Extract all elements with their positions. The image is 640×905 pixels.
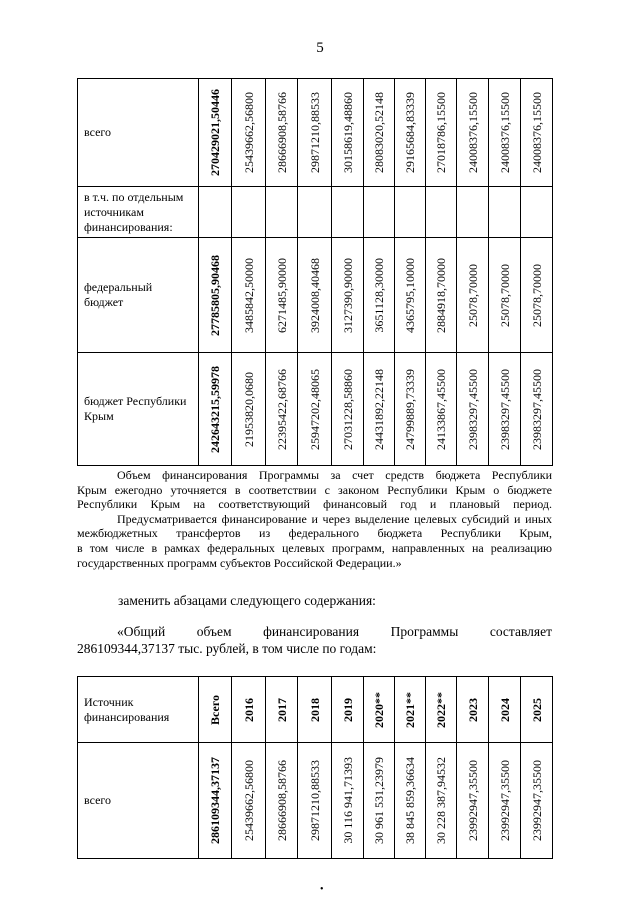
value-cell [395,79,426,187]
cell-value: 29871210,88533 [307,760,322,841]
value-cell [199,353,232,466]
value-cell [364,743,395,859]
value-cell [364,79,395,187]
value-cell [332,238,364,353]
header-cell [521,677,553,743]
value-cell [298,743,332,859]
header-cell [332,677,364,743]
value-cell [457,743,489,859]
value-cell [395,238,426,353]
paragraph-line: государственных программ субъектов Российской Федерации.» [77,555,402,570]
header-value: 2025 [529,697,544,722]
cell-value: 25078,70000 [497,263,512,327]
value-cell [521,187,553,238]
value-cell [426,743,457,859]
header-cell [395,677,426,743]
cell-value: 38 845 859,36634 [403,757,417,844]
row-label: всего [78,743,199,859]
cell-value: 23983297,45500 [529,368,544,450]
value-cell [489,743,521,859]
value-cell [395,743,426,859]
total-line: «Общий объем финансирования Программы составляет [117,624,552,639]
value-cell [232,353,266,466]
total-funding-text [77,623,552,657]
value-cell [298,187,332,238]
value-cell [395,187,426,238]
cell-value: 25078,70000 [465,263,480,327]
cell-value: 24133867,45500 [434,368,448,450]
value-cell [266,238,298,353]
cell-value: 29871210,88533 [307,92,322,173]
cell-value: 23983297,45500 [497,368,512,450]
page-number: 5 [316,40,324,56]
cell-value: 28666908,58766 [274,92,289,173]
header-value: 2017 [274,697,289,722]
header-value: Всего [208,694,222,725]
header-value: 2023 [465,697,480,722]
row-label: бюджет Республики Крым [78,353,199,466]
cell-value: 3485842,50000 [241,257,256,333]
value-cell [232,743,266,859]
federal-budget-row [78,238,553,353]
cell-value: 3651128,30000 [372,257,386,333]
cell-value: 27785805,90468 [208,254,222,336]
crimea-budget-row [78,353,553,466]
header-value: 2021** [403,691,417,728]
value-cell [489,187,521,238]
cell-value: 25439662,56800 [241,760,256,841]
header-value: 2018 [307,697,322,722]
value-cell [232,79,266,187]
header-value: 2024 [497,697,512,722]
row-label: всего [78,79,199,187]
value-cell [199,79,232,187]
funding-paragraph [77,468,552,570]
value-cell [426,238,457,353]
header-cell [364,677,395,743]
value-cell [332,187,364,238]
value-cell [232,238,266,353]
cell-value: 4365795,10000 [403,257,417,333]
value-cell [364,238,395,353]
value-cell [266,353,298,466]
footer-mark: • [320,884,324,895]
cell-value: 25947202,48065 [307,368,322,450]
cell-value: 21953820,0680 [241,371,256,447]
header-label: Источник финансирования [78,677,199,743]
cell-value: 27031228,58860 [340,368,355,450]
value-cell [199,238,232,353]
value-cell [364,353,395,466]
header-value: 2016 [241,697,256,722]
header-row [78,677,553,743]
value-cell [457,353,489,466]
row-label: в т.ч. по отдельным источникам финансирования: [78,187,199,238]
header-cell [426,677,457,743]
cell-value: 25439662,56800 [241,92,256,173]
header-cell [199,677,232,743]
funding-table-old [77,78,553,466]
cell-value: 23992947,35500 [529,760,544,841]
cell-value: 2884918,70000 [434,257,448,333]
cell-value: 28666908,58766 [274,760,289,841]
total-row [78,79,553,187]
value-cell [426,187,457,238]
value-cell [266,187,298,238]
cell-value: 286109344,37137 [208,757,222,844]
paragraph-line: Объем финансирования Программы за счет средств бюджета Республики [117,468,552,482]
value-cell [266,79,298,187]
paragraph-line: Предусматривается финансирование и через выделение целевых субсидий и иных [117,511,552,526]
value-cell [489,353,521,466]
header-cell [489,677,521,743]
value-cell [521,353,553,466]
cell-value: 30 116 941,71393 [340,757,355,844]
cell-value: 23983297,45500 [465,368,480,450]
cell-value: 24008376,15500 [529,92,544,173]
header-cell [457,677,489,743]
header-cell [232,677,266,743]
paragraph-line: Республики Крым на соответствующий финансовый год и плановый период. [77,497,552,512]
value-cell [521,743,553,859]
value-cell [298,238,332,353]
cell-value: 28083020,52148 [372,92,386,173]
cell-value: 29165684,83339 [403,92,417,173]
value-cell [395,353,426,466]
replace-instruction: заменить абзацами следующего содержания: [118,593,376,608]
value-cell [426,353,457,466]
header-cell [266,677,298,743]
value-cell [521,238,553,353]
cell-value: 27018786,15500 [434,92,448,173]
cell-value: 24008376,15500 [497,92,512,173]
cell-value: 24008376,15500 [465,92,480,173]
cell-value: 242643215,59978 [208,365,222,453]
value-cell [332,743,364,859]
value-cell [489,238,521,353]
value-cell [457,238,489,353]
paragraph-line: Крым ежегодно уточняется в соответствии с законом Республики Крым о бюджете [77,482,552,497]
cell-value: 23992947,35500 [497,760,512,841]
value-cell [199,187,232,238]
value-cell [364,187,395,238]
cell-value: 22395422,68766 [274,368,289,450]
header-cell [298,677,332,743]
value-cell [521,79,553,187]
value-cell [298,353,332,466]
cell-value: 24799889,73339 [403,368,417,450]
cell-value: 6271485,90000 [274,257,289,333]
paragraph-line: в том числе в рамках федеральных целевых программ, направленных на реализацию [77,540,552,555]
value-cell [457,79,489,187]
sources-row [78,187,553,238]
paragraph-line: межбюджетных трансфертов из федерального бюджета Республики Крым, [77,526,552,541]
cell-value: 23992947,35500 [465,760,480,841]
cell-value: 30 228 387,94532 [434,757,448,844]
value-cell [332,353,364,466]
total-line: 286109344,37137 тыс. рублей, в том числе по годам: [77,641,377,656]
cell-value: 270429021,50446 [208,89,222,176]
value-cell [489,79,521,187]
total-row [78,743,553,859]
row-label: федеральный бюджет [78,238,199,353]
value-cell [332,79,364,187]
value-cell [199,743,232,859]
value-cell [266,743,298,859]
funding-table-new [77,676,553,859]
value-cell [298,79,332,187]
cell-value: 3924008,40468 [307,257,322,333]
cell-value: 25078,70000 [529,263,544,327]
cell-value: 30 961 531,23979 [372,757,386,844]
value-cell [232,187,266,238]
cell-value: 24431892,22148 [372,368,386,450]
header-value: 2022** [434,691,448,728]
cell-value: 30158619,48860 [340,92,355,173]
header-value: 2020** [372,691,386,728]
value-cell [457,187,489,238]
cell-value: 3127390,90000 [340,257,355,333]
value-cell [426,79,457,187]
header-value: 2019 [340,697,355,722]
